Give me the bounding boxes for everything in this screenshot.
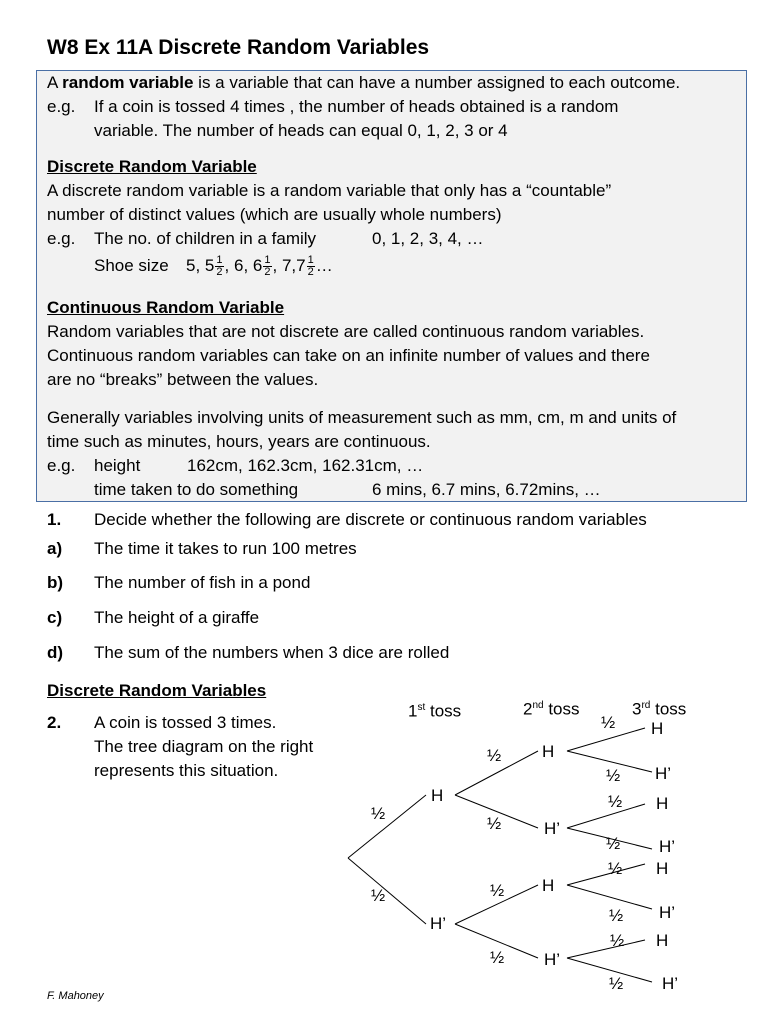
intro-line: A random variable is a variable that can have a number assigned to each outcome. [47, 73, 681, 92]
shoe-size-values: 5, 5 $\frac{1}{2}$ , 6, 6 $\frac{1}{2}$ , 7,7 $\frac{1}{2}$ … [186, 254, 333, 279]
intro-eg-label: e.g. [47, 97, 76, 116]
branch-line [348, 795, 426, 858]
node-tht: H’ [659, 903, 676, 922]
toss2-header: 2nd toss [523, 699, 580, 719]
node-thh: H [656, 859, 669, 878]
half-fraction: $\frac{1}{2}$ [307, 254, 314, 279]
q1-number: 1. [47, 510, 62, 529]
half-fraction: $\frac{1}{2}$ [264, 254, 271, 279]
prob-label: ½ [609, 906, 624, 925]
continuous-eg2-values: 6 mins, 6.7 mins, 6.72mins, … [372, 480, 601, 499]
prob-label: ½ [487, 746, 502, 765]
q1-part-label: c) [47, 608, 63, 627]
q2-line3: represents this situation. [94, 761, 279, 780]
q1-part-text: The number of fish in a pond [94, 573, 311, 592]
continuous-eg1-values: 162cm, 162.3cm, 162.31cm, … [187, 456, 424, 475]
half-fraction: $\frac{1}{2}$ [216, 254, 223, 279]
node-hht: H’ [655, 764, 672, 783]
node-tt: H’ [544, 950, 561, 969]
node-hh: H [542, 742, 555, 761]
continuous-eg1-text: height [94, 456, 141, 475]
section2-heading: Discrete Random Variables [47, 681, 267, 700]
continuous-line5: time such as minutes, hours, years are continuous. [47, 432, 431, 451]
prob-label: ½ [490, 881, 505, 900]
continuous-eg2-text: time taken to do something [94, 480, 299, 499]
discrete-line1: A discrete random variable is a random variable that only has a “countable” [47, 181, 612, 200]
discrete-line2: number of distinct values (which are usually whole numbers) [47, 205, 502, 224]
toss3-header: 3rd toss [632, 699, 687, 719]
prob-label: ½ [371, 886, 386, 905]
prob-label: ½ [608, 792, 623, 811]
node-t: H’ [430, 914, 447, 933]
q2-line1: A coin is tossed 3 times. [94, 713, 277, 732]
discrete-eg-label: e.g. [47, 229, 76, 248]
q2-line2: The tree diagram on the right [94, 737, 314, 756]
intro-eg-line2: variable. The number of heads can equal 0, 1, 2, 3 or 4 [94, 121, 508, 140]
q1-part-text: The time it takes to run 100 metres [94, 539, 357, 558]
discrete-eg2-text: Shoe size [94, 256, 169, 275]
prob-label: ½ [610, 931, 625, 950]
node-tth: H [656, 931, 669, 950]
branch-line [567, 804, 645, 828]
prob-label: ½ [606, 766, 621, 785]
author-footer: F. Mahoney [47, 990, 104, 1002]
prob-label: ½ [490, 948, 505, 967]
discrete-heading: Discrete Random Variable [47, 157, 257, 176]
branch-line [567, 864, 645, 885]
q1-prompt: Decide whether the following are discrete or continuous random variables [94, 510, 647, 529]
continuous-line2: Continuous random variables can take on an infinite number of values and there [47, 346, 650, 365]
q2-number: 2. [47, 713, 62, 732]
branch-line [348, 858, 426, 924]
q1-part-label: d) [47, 643, 64, 662]
prob-label: ½ [371, 804, 386, 823]
q1-part-label: b) [47, 573, 64, 592]
continuous-line1: Random variables that are not discrete are called continuous random variables. [47, 322, 645, 341]
discrete-eg1-values: 0, 1, 2, 3, 4, … [372, 229, 484, 248]
node-ht: H’ [544, 819, 561, 838]
prob-label: ½ [487, 814, 502, 833]
q1-part-label: a) [47, 539, 63, 558]
node-ttt: H’ [662, 974, 679, 993]
prob-label: ½ [608, 859, 623, 878]
prob-label: ½ [601, 713, 616, 732]
continuous-line3: are no “breaks” between the values. [47, 370, 319, 389]
toss1-header: 1st toss [408, 701, 462, 721]
continuous-line4: Generally variables involving units of measurement such as mm, cm, m and units of [47, 408, 677, 427]
q1-part-text: The sum of the numbers when 3 dice are rolled [94, 643, 450, 662]
node-hth: H [656, 794, 669, 813]
discrete-eg1-text: The no. of children in a family [94, 229, 317, 248]
node-h: H [431, 786, 444, 805]
random-variable-term: random variable [62, 73, 194, 92]
page-title: W8 Ex 11A Discrete Random Variables [47, 36, 430, 59]
branch-line [567, 940, 645, 958]
continuous-eg-label: e.g. [47, 456, 76, 475]
node-htt: H’ [659, 837, 676, 856]
continuous-heading: Continuous Random Variable [47, 298, 285, 317]
node-hhh: H [651, 719, 664, 738]
intro-eg-line1: If a coin is tossed 4 times , the number of heads obtained is a random [94, 97, 619, 116]
prob-label: ½ [606, 834, 621, 853]
node-th: H [542, 876, 555, 895]
q1-part-text: The height of a giraffe [94, 608, 260, 627]
prob-label: ½ [609, 974, 624, 993]
